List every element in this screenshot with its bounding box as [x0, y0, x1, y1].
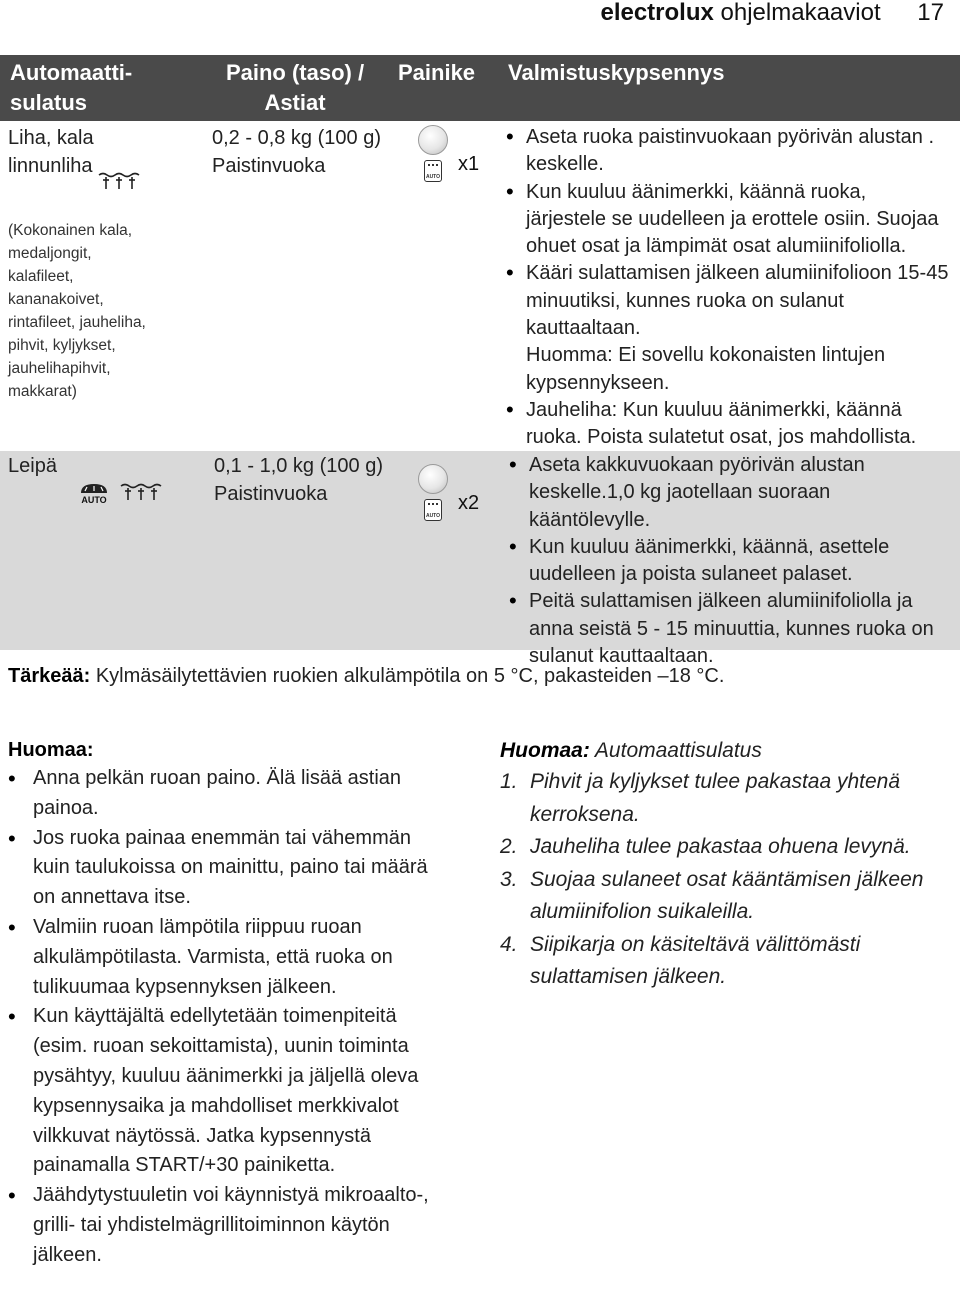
table-header — [0, 55, 960, 121]
important-text: Kylmäsäilytettävien ruokien alkulämpötila on 5 °C, pakasteiden –18 °C. — [95, 665, 725, 687]
notes-right — [500, 736, 950, 994]
list-item: 4. Siipikarja on käsiteltävä välittömästi sulattamisen jälkeen. — [500, 932, 861, 988]
table-row — [0, 451, 960, 668]
section-title: ohjelmakaaviot — [720, 0, 881, 26]
notes-left — [8, 736, 448, 1271]
food-detail: (Kokonainen kala, medaljongit, kalafileet, kananakoivet, rintafileet, jauheliha, pihvit, kyljykset, jauhelihapihvit, makkarat) — [8, 222, 146, 400]
list-item: • Jäähdytystuuletin voi käynnistyä mikroaalto-, grilli- tai yhdistelmägrillitoiminnon käytön jälkeen. — [8, 1181, 448, 1270]
list-item: • Kun kuuluu äänimerkki, käännä ruoka, järjestele se uudelleen ja erottele osiin. Suojaa ohuet osat ja lämpimät osat alumiinifoliolla. — [506, 179, 951, 261]
header-instructions: Valmistuskypsennys — [508, 60, 725, 85]
list-item: • Kun kuuluu äänimerkki, käännä, asettele uudelleen ja poista sulaneet palaset. — [509, 534, 954, 589]
press-count: x1 — [458, 153, 480, 175]
notes-title: Huomaa: Automaattisulatus — [500, 739, 762, 762]
list-item: 1. Pihvit ja kyljykset tulee pakastaa yhtenä kerroksena. — [500, 770, 901, 826]
instructions-list — [509, 452, 954, 670]
list-item: • Aseta kakkuvuokaan pyörivän alustan keskelle.1,0 kg jaotellaan suoraan kääntölevylle. — [509, 452, 954, 534]
notes-numbered-list — [500, 766, 950, 994]
brand-name: electrolux — [600, 0, 714, 26]
weight-range: 0,1 - 1,0 kg (100 g) Paistinvuoka — [214, 455, 383, 505]
list-item: • Kääri sulattamisen jälkeen alumiinifolioon 15-45 minuutiksi, kunnes ruoka on sulanut kauttaaltaan. — [506, 260, 951, 342]
list-item: • Aseta ruoka paistinvuokaan pyörivän alustan . keskelle. — [506, 124, 951, 179]
page-header — [600, 0, 944, 42]
header-button: Painike — [398, 60, 476, 85]
auto-defrost-button-icon — [424, 499, 442, 521]
list-item: • Jos ruoka painaa enemmän tai vähemmän kuin taulukoissa on mainittu, paino tai määrä on annettava itse. — [8, 824, 448, 913]
food-name: Liha, kala linnunliha — [8, 127, 94, 177]
list-item: 3. Suojaa sulaneet osat kääntämisen jälkeen alumiinifolion suikaleilla. — [500, 867, 924, 923]
list-item: • Peitä sulattamisen jälkeen alumiinifoliolla ja anna seistä 5 - 15 minuuttia, kunnes ruoka on sulanut kauttaaltaan. — [509, 588, 954, 670]
list-item: Huomma: Ei sovellu kokonaisten lintujen kypsennykseen. — [526, 344, 886, 394]
list-item: • Valmiin ruoan lämpötila riippuu ruoan alkulämpötilasta. Varmista, että ruoka on tulikuumaa kypsennyksen jälkeen. — [8, 913, 448, 1002]
defrost-icon — [98, 171, 140, 191]
important-note — [8, 662, 724, 690]
list-item: • Anna pelkän ruoan paino. Älä lisää astian painoa. — [8, 764, 448, 824]
auto-bread-icon — [78, 482, 110, 504]
knob-icon — [418, 125, 448, 155]
list-item: • Kun käyttäjältä edellytetään toimenpiteitä (esim. ruoan sekoittamista), uunin toiminta pysähtyy, kuuluu äänimerkki ja jäljellä oleva kypsennysaika ja mahdolliset merkkivalot vilkkuvat näytössä. Jatka kypsennystä painamalla START/+30 painiketta. — [8, 1002, 448, 1181]
header-auto-defrost: Automaatti- sulatus — [10, 60, 133, 115]
list-item: 2. Jauheliha tulee pakastaa ohuena levynä. — [500, 835, 911, 858]
notes-title: Huomaa: — [8, 739, 94, 761]
defrost-icon — [120, 482, 162, 502]
knob-icon — [418, 464, 448, 494]
auto-defrost-button-icon — [424, 160, 442, 182]
instructions-list — [506, 124, 951, 452]
food-name: Leipä — [8, 455, 57, 477]
weight-range: 0,2 - 0,8 kg (100 g) Paistinvuoka — [212, 127, 381, 177]
header-weight: Paino (taso) / Astiat — [225, 60, 365, 115]
list-item: • Jauheliha: Kun kuuluu äänimerkki, käännä ruoka. Poista sulatetut osat, jos mahdollista. — [506, 397, 951, 452]
svg-text:AUTO: AUTO — [81, 495, 107, 504]
page-number: 17 — [917, 0, 944, 26]
notes-list — [8, 764, 448, 1271]
important-label: Tärkeää: — [8, 665, 91, 687]
press-count: x2 — [458, 492, 480, 514]
table-row — [0, 121, 960, 451]
